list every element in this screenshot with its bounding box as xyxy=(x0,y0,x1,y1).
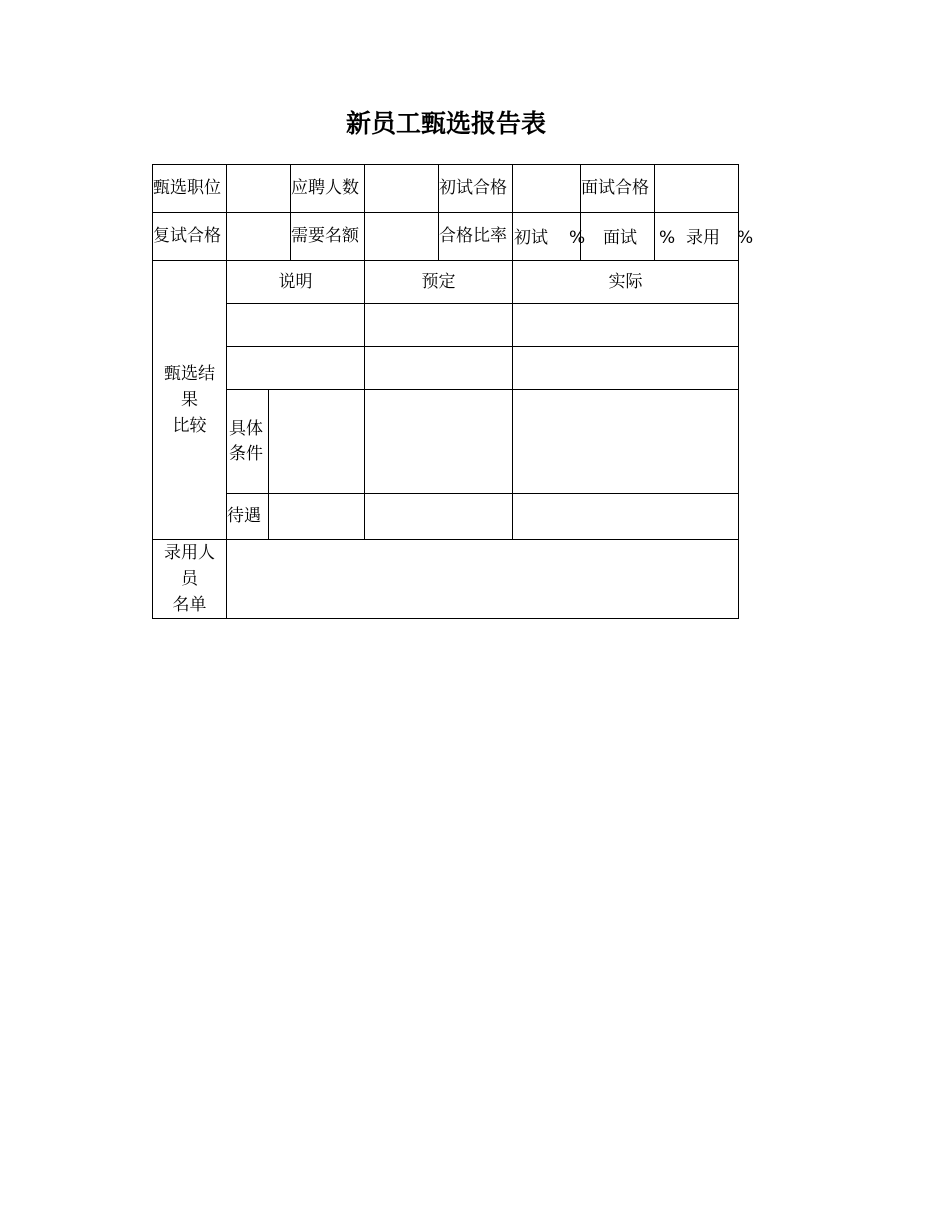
treatment-label: 待遇 xyxy=(227,494,269,540)
conditions-label xyxy=(227,390,269,494)
applicants-value-cell[interactable] xyxy=(365,165,439,213)
position-value-cell[interactable] xyxy=(227,165,291,213)
comparison-label-line: 果 xyxy=(181,390,198,410)
rate-first-cell[interactable] xyxy=(513,213,586,261)
needed-value-cell[interactable] xyxy=(365,213,439,261)
conditions-label-line: 具体 xyxy=(229,418,263,439)
conditions-planned-cell[interactable] xyxy=(365,390,513,494)
first-pass-value-cell[interactable] xyxy=(513,165,581,213)
rate-hire-percent: % xyxy=(737,227,754,248)
rate-interview-label: 面试 xyxy=(603,227,637,248)
planned-cell[interactable] xyxy=(365,347,513,390)
rate-first-label: 初试 xyxy=(514,227,548,248)
hired-label-line: 名单 xyxy=(172,595,207,615)
position-label: 甄选职位 xyxy=(153,165,227,213)
rate-interview-percent: % xyxy=(659,227,676,248)
treatment-description-cell[interactable] xyxy=(269,494,365,540)
conditions-label-line: 条件 xyxy=(229,443,263,464)
conditions-description-cell[interactable] xyxy=(269,390,365,494)
description-cell[interactable] xyxy=(227,347,365,390)
comparison-section-label xyxy=(153,261,227,540)
first-pass-label: 初试合格 xyxy=(439,165,513,213)
needed-label: 需要名额 xyxy=(291,213,365,261)
conditions-actual-cell[interactable] xyxy=(513,390,739,494)
interview-pass-label: 面试合格 xyxy=(581,165,655,213)
treatment-actual-cell[interactable] xyxy=(513,494,739,540)
interview-pass-value-cell[interactable] xyxy=(655,165,739,213)
table-row xyxy=(153,390,739,494)
rate-first-percent: % xyxy=(569,227,586,248)
table-row xyxy=(153,261,739,304)
col-actual-header: 实际 xyxy=(513,261,739,304)
rate-hire-label: 录用 xyxy=(686,227,720,248)
rate-interview-cell[interactable] xyxy=(581,213,676,261)
hired-label-line: 录用人 xyxy=(164,543,215,563)
description-cell[interactable] xyxy=(227,304,365,347)
hired-list-cell[interactable] xyxy=(227,540,739,619)
table-row xyxy=(153,165,739,213)
table-row xyxy=(153,347,739,390)
selection-report-table xyxy=(152,164,754,619)
table-row xyxy=(153,304,739,347)
table-row xyxy=(153,494,739,540)
comparison-label-line: 甄选结 xyxy=(164,364,215,384)
table-row xyxy=(153,213,739,261)
actual-cell[interactable] xyxy=(513,304,739,347)
pass-rate-label: 合格比率 xyxy=(439,213,513,261)
planned-cell[interactable] xyxy=(365,304,513,347)
col-description-header: 说明 xyxy=(227,261,365,304)
page-title: 新员工甄选报告表 xyxy=(345,109,546,138)
applicants-label: 应聘人数 xyxy=(291,165,365,213)
col-planned-header: 预定 xyxy=(365,261,513,304)
table-row xyxy=(153,540,739,619)
comparison-label-line: 比较 xyxy=(172,416,207,436)
rate-hire-cell[interactable] xyxy=(655,213,754,261)
second-pass-label: 复试合格 xyxy=(153,213,227,261)
actual-cell[interactable] xyxy=(513,347,739,390)
hired-label-line: 员 xyxy=(181,569,198,589)
second-pass-value-cell[interactable] xyxy=(227,213,291,261)
hired-list-label xyxy=(153,540,227,619)
treatment-planned-cell[interactable] xyxy=(365,494,513,540)
